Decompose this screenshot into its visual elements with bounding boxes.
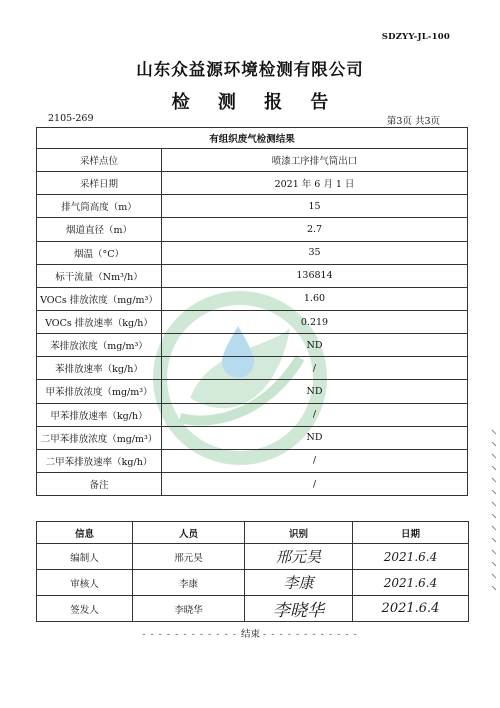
end-text: 结束 bbox=[240, 629, 260, 640]
divider: - - - - - - - - - - - - bbox=[142, 629, 241, 640]
table-row bbox=[37, 449, 468, 472]
date-text: 2021.6.4 bbox=[383, 575, 438, 590]
table-row bbox=[37, 380, 468, 403]
divider: - - - - - - - - - - - - bbox=[263, 629, 358, 640]
table-row bbox=[37, 334, 468, 357]
table-row bbox=[37, 218, 468, 241]
row-label: 二甲苯排放浓度（mg/m³） bbox=[37, 426, 162, 449]
results-table bbox=[36, 127, 468, 496]
row-label: 苯排放浓度（mg/m³） bbox=[37, 334, 162, 357]
row-label: 烟温（°C） bbox=[37, 241, 162, 264]
row-value: ND bbox=[162, 380, 468, 403]
table-row bbox=[37, 195, 468, 218]
person-name: 李康 bbox=[133, 570, 245, 596]
row-value: 0.219 bbox=[162, 310, 468, 333]
row-value: 35 bbox=[162, 241, 468, 264]
row-label: 采样点位 bbox=[37, 149, 162, 172]
row-value: 136814 bbox=[162, 264, 468, 287]
signature-text: 李晓华 bbox=[273, 601, 324, 621]
row-label: 甲苯排放速率（kg/h） bbox=[37, 403, 162, 426]
table-caption: 有组织废气检测结果 bbox=[37, 128, 468, 149]
document-code: SDZYY-JL-100 bbox=[381, 32, 450, 42]
role: 编制人 bbox=[37, 544, 133, 570]
signoff-table bbox=[36, 521, 469, 622]
row-label: 标干流量（Nm³/h） bbox=[37, 264, 162, 287]
row-value: 2021 年 6 月 1 日 bbox=[162, 172, 468, 195]
table-row bbox=[37, 310, 468, 333]
table-row bbox=[37, 241, 468, 264]
signature-text: 邢元昊 bbox=[275, 548, 321, 566]
row-value: ND bbox=[162, 426, 468, 449]
row-label: 排气筒高度（m） bbox=[37, 195, 162, 218]
role: 签发人 bbox=[37, 596, 133, 622]
date-text: 2021.6.4 bbox=[381, 601, 440, 616]
binding-marks bbox=[490, 430, 498, 600]
date-text: 2021.6.4 bbox=[383, 549, 438, 564]
row-label: 二甲苯排放速率（kg/h） bbox=[37, 449, 162, 472]
row-value: ND bbox=[162, 334, 468, 357]
table-row bbox=[37, 403, 468, 426]
company-name: 山东众益源环境检测有限公司 bbox=[136, 60, 364, 79]
report-number: 2105-269 bbox=[48, 113, 94, 124]
header-person: 人员 bbox=[133, 522, 245, 544]
header-signature: 识别 bbox=[245, 522, 353, 544]
header-info: 信息 bbox=[37, 522, 133, 544]
handwritten-date bbox=[353, 570, 469, 596]
handwritten-date bbox=[353, 544, 469, 570]
row-label: VOCs 排放速率（kg/h） bbox=[37, 310, 162, 333]
signoff-row bbox=[37, 570, 469, 596]
person-name: 邢元昊 bbox=[133, 544, 245, 570]
row-value: / bbox=[162, 357, 468, 380]
row-value: 1.60 bbox=[162, 287, 468, 310]
report-title: 检 测 报 告 bbox=[171, 92, 340, 113]
header-date: 日期 bbox=[353, 522, 469, 544]
row-value: 15 bbox=[162, 195, 468, 218]
table-row bbox=[37, 172, 468, 195]
handwritten-signature bbox=[245, 544, 353, 570]
role: 审核人 bbox=[37, 570, 133, 596]
row-value: 喷漆工序排气筒出口 bbox=[162, 149, 468, 172]
row-label: 备注 bbox=[37, 472, 162, 495]
table-row bbox=[37, 426, 468, 449]
table-row bbox=[37, 472, 468, 495]
person-name: 李晓华 bbox=[133, 596, 245, 622]
signoff-row bbox=[37, 544, 469, 570]
table-row bbox=[37, 264, 468, 287]
table-row bbox=[37, 287, 468, 310]
signoff-row bbox=[37, 596, 469, 622]
row-value: / bbox=[162, 472, 468, 495]
end-marker bbox=[0, 626, 500, 640]
row-value: / bbox=[162, 449, 468, 472]
handwritten-date bbox=[353, 596, 469, 622]
table-row bbox=[37, 357, 468, 380]
row-label: 烟道直径（m） bbox=[37, 218, 162, 241]
table-row bbox=[37, 149, 468, 172]
page-info: 第3页 共3页 bbox=[386, 116, 440, 127]
row-label: 采样日期 bbox=[37, 172, 162, 195]
signature-text: 李康 bbox=[283, 574, 314, 592]
row-value: / bbox=[162, 403, 468, 426]
handwritten-signature bbox=[245, 596, 353, 622]
handwritten-signature bbox=[245, 570, 353, 596]
row-label: 苯排放速率（kg/h） bbox=[37, 357, 162, 380]
row-value: 2.7 bbox=[162, 218, 468, 241]
row-label: 甲苯排放浓度（mg/m³） bbox=[37, 380, 162, 403]
row-label: VOCs 排放浓度（mg/m³） bbox=[37, 287, 162, 310]
